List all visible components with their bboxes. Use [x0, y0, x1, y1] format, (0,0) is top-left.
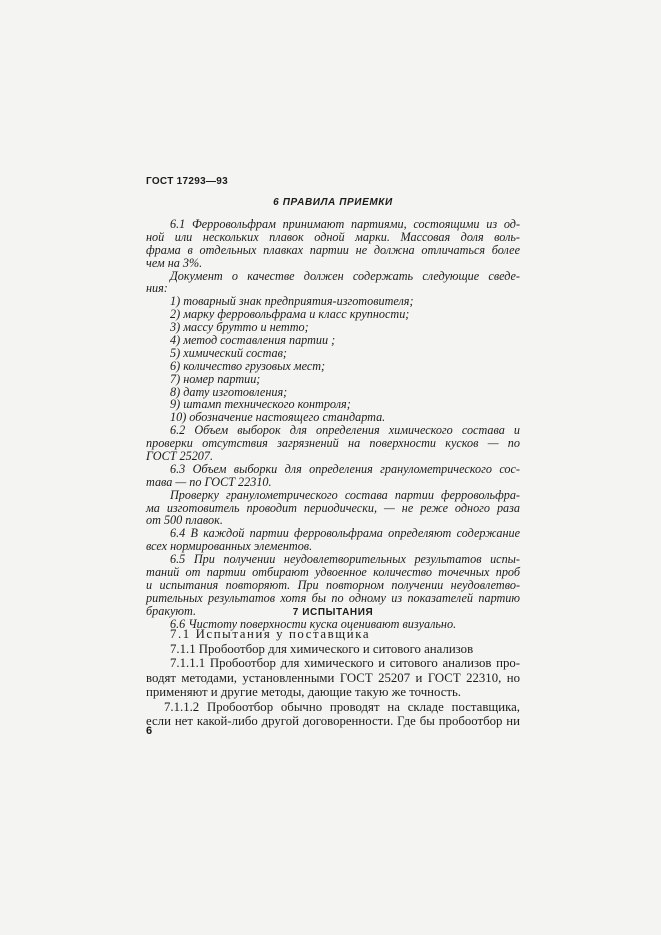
text-line: Документ о качестве должен содержать следующие сведе-	[170, 268, 520, 283]
text-line: 7.1 Испытания у поставщика	[170, 627, 371, 641]
text-line: проверки отсутствия загрязнений на поверхности кусков — по	[146, 436, 520, 451]
text-line: если нет какой-либо другой договоренности. Где бы пробоотбор ни	[146, 714, 520, 728]
text-line: рительных результатов хотя бы по одному из показателей партию	[146, 590, 520, 605]
text-line: 7.1.1.2 Пробоотбор обычно проводят на складе поставщика,	[164, 699, 520, 714]
text-line: 7.1.1 Пробоотбор для химического и ситового анализов	[170, 641, 474, 656]
text-line: бракуют.	[146, 603, 197, 618]
text-line: 10) обозначение настоящего стандарта.	[170, 410, 386, 425]
text-line: ГОСТ 25207.	[146, 449, 214, 464]
text-line: и испытания повторяют. При повторном получении неудовлетво-	[146, 577, 520, 592]
section-7-title: 7 ИСПЫТАНИЯ	[292, 607, 374, 618]
text-line: ния:	[146, 281, 168, 296]
text-line: таний от партии отбирают удвоенное количество точечных проб	[146, 565, 520, 580]
text-line: 1) товарный знак предприятия-изготовителя;	[170, 294, 414, 309]
text-line: чем на 3%.	[146, 255, 203, 270]
text-line: применяют и другие методы, дающие такую же точность.	[146, 685, 461, 699]
text-line: всех нормированных элементов.	[146, 539, 313, 554]
text-line: ма изготовитель проводит периодически, — не реже одного раза	[146, 500, 520, 515]
section-6-body	[146, 218, 520, 631]
text-line: 6.3 Объем выборки для определения гранулометрического сос-	[170, 461, 520, 476]
text-line: тава — по ГОСТ 22310.	[146, 474, 272, 489]
section-6-title: 6 ПРАВИЛА ПРИЕМКИ	[273, 197, 393, 208]
text-line: 2) марку ферровольфрама и класс крупности;	[170, 307, 410, 322]
text-line: 6.1 Ферровольфрам принимают партиями, состоящими из од-	[170, 217, 520, 231]
text-line: 7) номер партии;	[170, 371, 261, 386]
text-line: фрама в отдельных плавках партии не должна отличаться более	[146, 242, 520, 257]
section-7-body	[146, 627, 520, 729]
text-line: 6.2 Объем выборок для определения химического состава и	[170, 423, 520, 438]
text-line: 8) дату изготовления;	[170, 384, 288, 399]
text-line: 9) штамп технического контроля;	[170, 397, 351, 412]
text-line: водят методами, установленными ГОСТ 25207 и ГОСТ 22310, но	[146, 670, 520, 685]
text-line: 6) количество грузовых мест;	[170, 358, 326, 373]
text-line: 3) массу брутто и нетто;	[170, 320, 309, 335]
text-line: 4) метод составления партии ;	[170, 333, 336, 348]
text-line: ной или нескольких плавок одной марки. Массовая доля воль-	[146, 229, 520, 244]
text-line: 6.4 В каждой партии ферровольфрама определяют содержание	[170, 526, 520, 541]
standard-header: ГОСТ 17293—93	[146, 176, 229, 187]
page-number: 6	[146, 725, 153, 737]
text-line: от 500 плавок.	[146, 513, 223, 528]
text-line: Проверку гранулометрического состава партии ферровольфра-	[170, 487, 520, 502]
text-line: 5) химический состав;	[170, 345, 287, 360]
text-line: 6.6 Чистоту поверхности куска оценивают визуально.	[170, 616, 457, 631]
text-line: 6.5 При получении неудовлетворительных результатов испы-	[170, 552, 520, 567]
text-line: 7.1.1.1 Пробоотбор для химического и ситового анализов про-	[170, 656, 520, 670]
